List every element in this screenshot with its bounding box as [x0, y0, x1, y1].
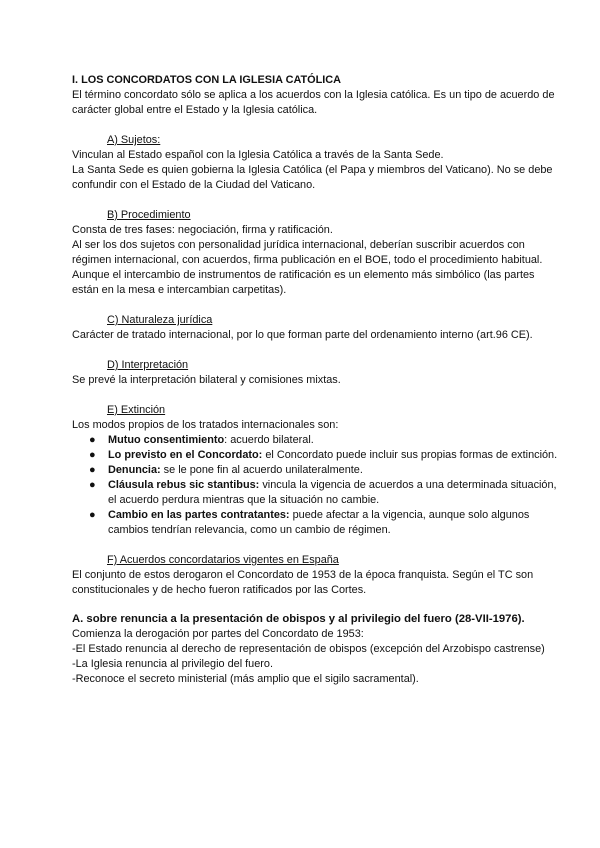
intro-paragraph: El término concordato sólo se aplica a los acuerdos con la Iglesia católica. Es un tipo de acuerdo de carácter global entre el Estado y la Iglesia católica. — [72, 89, 555, 116]
extincion-list — [72, 433, 560, 538]
section-a-paragraph-3: -La Iglesia renuncia al privilegio del fuero. — [72, 658, 273, 670]
bullet-icon: ● — [89, 464, 96, 476]
extincion-paragraph: Los modos propios de los tratados internacionales son: — [72, 419, 339, 431]
naturaleza-paragraph: Carácter de tratado internacional, por lo que forman parte del ordenamiento interno (art.96 CE). — [72, 329, 533, 341]
bullet-icon: ● — [89, 479, 96, 491]
procedimiento-paragraph-1: Consta de tres fases: negociación, firma y ratificación. — [72, 224, 333, 236]
heading-extincion: E) Extinción — [107, 404, 166, 416]
list-item-text: vincula la vigencia de acuerdos a una determinada situación, el acuerdo perdura mientras que la situación no cambie. — [108, 479, 557, 506]
section-a-paragraph-4: -Reconoce el secreto ministerial (más amplio que el sigilo sacramental). — [72, 673, 419, 685]
list-item-term: Cláusula rebus sic stantibus: — [108, 479, 260, 491]
section-a-paragraph-1: Comienza la derogación por partes del Concordato de 1953: — [72, 628, 364, 640]
list-item-text: : acuerdo bilateral. — [224, 434, 314, 446]
list-item — [72, 508, 560, 538]
bullet-icon: ● — [89, 434, 96, 446]
list-item-term: Denuncia: — [108, 464, 161, 476]
procedimiento-paragraph-2: Al ser los dos sujetos con personalidad jurídica internacional, deberían suscribir acuerdos con régimen internacional, con acuerdos, firma publicación en el BOE, todo el procedimiento habitual. Aunque el intercambio de instrumentos de ratificación es un elemento más simbólico (las partes están en la mesa e intercambian carpetitas). — [72, 239, 543, 296]
document-title: I. LOS CONCORDATOS CON LA IGLESIA CATÓLICA — [72, 74, 342, 86]
sujetos-paragraph-1: Vinculan al Estado español con la Iglesia Católica a través de la Santa Sede. — [72, 149, 444, 161]
heading-sujetos: A) Sujetos: — [107, 134, 161, 146]
section-a-heading: A. sobre renuncia a la presentación de obispos y al privilegio del fuero (28-VII-1976). — [72, 613, 525, 625]
list-item — [72, 433, 560, 448]
heading-interpretacion: D) Interpretación — [107, 359, 189, 371]
list-item — [72, 448, 560, 463]
heading-acuerdos: F) Acuerdos concordatarios vigentes en España — [107, 554, 339, 566]
sujetos-paragraph-2: La Santa Sede es quien gobierna la Iglesia Católica (el Papa y miembros del Vaticano). No se debe confundir con el Estado de la Ciudad del Vaticano. — [72, 164, 553, 191]
list-item-text: puede afectar a la vigencia, aunque solo algunos cambios tendrían relevancia, como un cambio de régimen. — [108, 509, 530, 536]
list-item-term: Mutuo consentimiento — [108, 434, 225, 446]
list-item-term: Cambio en las partes contratantes: — [108, 509, 290, 521]
heading-naturaleza: C) Naturaleza jurídica — [107, 314, 213, 326]
list-item-text: el Concordato puede incluir sus propias formas de extinción. — [262, 449, 558, 461]
list-item-term: Lo previsto en el Concordato: — [108, 449, 263, 461]
interpretacion-paragraph: Se prevé la interpretación bilateral y comisiones mixtas. — [72, 374, 341, 386]
section-a-paragraph-2: -El Estado renuncia al derecho de representación de obispos (excepción del Arzobispo castrense) — [72, 643, 545, 655]
list-item — [72, 478, 560, 508]
heading-procedimiento: B) Procedimiento — [107, 209, 191, 221]
list-item-text: se le pone fin al acuerdo unilateralmente. — [160, 464, 363, 476]
bullet-icon: ● — [89, 509, 96, 521]
acuerdos-paragraph: El conjunto de estos derogaron el Concordato de 1953 de la época franquista. Según el TC son constitucionales y de hecho fueron ratificados por las Cortes. — [72, 569, 534, 596]
list-item — [72, 463, 560, 478]
bullet-icon: ● — [89, 449, 96, 461]
